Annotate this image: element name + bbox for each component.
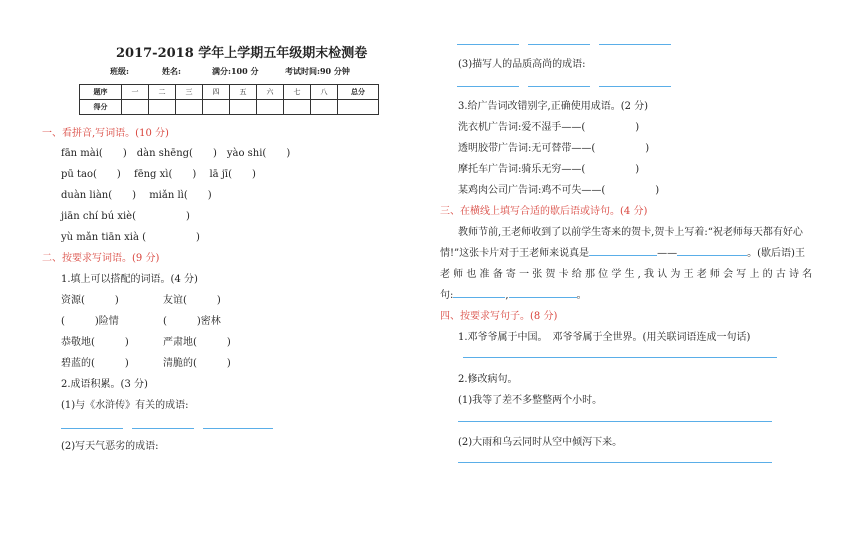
question-2-2-1: (1)与《水浒传》有关的成语: — [61, 400, 189, 411]
full-score — [212, 66, 258, 77]
pinyin-line-1: fān mài( ) dàn shēng( ) yào shi( ) — [61, 148, 291, 159]
question-4-1: 1.邓爷爷属于中国。 邓爷爷属于全世界。(用关联词语连成一句话) — [458, 332, 751, 343]
score-cell[interactable] — [284, 100, 311, 115]
answer-blank[interactable] — [458, 462, 772, 463]
answer-blank[interactable] — [599, 86, 671, 87]
question-4-2: 2.修改病句。 — [458, 374, 518, 385]
ad-line: 某鸡肉公司广告词:鸡不可失——( ) — [458, 185, 660, 196]
question-2-1: 1.填上可以搭配的词语。(4 分) — [61, 274, 198, 285]
pair-right: 友谊( ) — [163, 295, 221, 306]
answer-blank[interactable] — [453, 287, 505, 298]
section-3-paragraph-line-3: 老 师 也 准 备 寄 一 张 贺 卡 给 那 位 学 生 , 我 认 为 王 老 师 会 写 上 的 古 诗 名 — [440, 269, 813, 280]
question-2-3: 3.给广告词改错别字,正确使用成语。(2 分) — [458, 101, 649, 112]
question-4-2-1: (1)我等了差不多整整两个小时。 — [458, 395, 603, 406]
score-table — [79, 84, 379, 115]
score-cell[interactable] — [149, 100, 176, 115]
text-span: 。(歇后语)王 — [747, 248, 805, 259]
text-span: —— — [657, 248, 678, 259]
answer-blank[interactable] — [589, 245, 657, 256]
score-cell[interactable] — [230, 100, 257, 115]
pair-right: 清脆的( ) — [163, 358, 231, 369]
table-cell: 四 — [203, 85, 230, 100]
exam-time-label: 考试时间: — [285, 66, 320, 76]
text-span: 句: — [440, 290, 454, 301]
table-cell: 总分 — [338, 85, 379, 100]
section-4-heading: 四、按要求写句子。(8 分) — [440, 311, 558, 322]
section-3-paragraph-line-1: 教师节前,王老师收到了以前学生寄来的贺卡,贺卡上写着:“祝老师每天都有好心 — [458, 227, 803, 238]
answer-blank[interactable] — [132, 428, 194, 429]
score-table-header-row — [80, 85, 379, 100]
name-label: 姓名: — [162, 66, 181, 76]
answer-blank[interactable] — [528, 44, 590, 45]
ad-line: 摩托车广告词:骑乐无穷——( ) — [458, 164, 640, 175]
class-label: 班级: — [110, 66, 129, 76]
section-3-paragraph-line-4 — [440, 286, 587, 301]
score-cell[interactable] — [203, 100, 230, 115]
pinyin-line-2: pū tao( ) fēng xì( ) lā jī( ) — [61, 169, 256, 180]
answer-blank[interactable] — [463, 357, 777, 358]
section-2-heading: 二、按要求写词语。(9 分) — [42, 253, 160, 264]
answer-blank[interactable] — [203, 428, 273, 429]
table-cell: 五 — [230, 85, 257, 100]
answer-blank[interactable] — [509, 287, 577, 298]
pinyin-line-3: duàn liàn( ) miǎn lì( ) — [61, 190, 212, 201]
text-span: , — [505, 290, 509, 301]
text-span: 。 — [576, 290, 587, 301]
table-cell: 得分 — [80, 100, 122, 115]
table-cell: 题序 — [80, 85, 122, 100]
exam-time — [285, 66, 350, 77]
answer-blank[interactable] — [457, 86, 519, 87]
table-cell: 六 — [257, 85, 284, 100]
score-cell[interactable] — [338, 100, 379, 115]
score-cell[interactable] — [176, 100, 203, 115]
pair-left: ( )险情 — [61, 316, 119, 327]
full-score-label: 满分: — [212, 66, 231, 76]
answer-blank[interactable] — [457, 44, 519, 45]
pinyin-line-5: yù mǎn tiān xià ( ) — [61, 232, 200, 243]
text-span: 情!”这张卡片对于王老师来说真是 — [440, 248, 590, 259]
table-cell: 一 — [122, 85, 149, 100]
section-1-heading: 一、看拼音,写词语。(10 分) — [42, 128, 169, 139]
score-cell[interactable] — [311, 100, 338, 115]
score-cell[interactable] — [122, 100, 149, 115]
question-4-2-2: (2)大雨和乌云同时从空中倾泻下来。 — [458, 437, 623, 448]
ad-line: 透明胶带广告词:无可替带——( ) — [458, 143, 650, 154]
question-2-2-2: (2)写天气恶劣的成语: — [61, 441, 159, 452]
pinyin-line-4: jiān chí bú xiè( ) — [61, 211, 190, 222]
answer-blank[interactable] — [599, 44, 671, 45]
section-3-heading: 三、在横线上填写合适的歇后语或诗句。(4 分) — [440, 206, 648, 217]
score-table-score-row — [80, 100, 379, 115]
answer-blank[interactable] — [528, 86, 590, 87]
pair-left: 恭敬地( ) — [61, 337, 129, 348]
full-score-value: 100 分 — [230, 66, 259, 76]
table-cell: 七 — [284, 85, 311, 100]
table-cell: 三 — [176, 85, 203, 100]
table-cell: 二 — [149, 85, 176, 100]
exam-time-value: 90 分钟 — [319, 66, 350, 76]
pair-right: ( )密林 — [163, 316, 221, 327]
answer-blank[interactable] — [61, 428, 123, 429]
page-title: 2017-2018 学年上学期五年级期末检测卷 — [116, 46, 368, 61]
score-cell[interactable] — [257, 100, 284, 115]
pair-left: 碧蓝的( ) — [61, 358, 129, 369]
question-2-2: 2.成语积累。(3 分) — [61, 379, 148, 390]
section-3-paragraph-line-2 — [440, 244, 805, 259]
ad-line: 洗衣机广告词:爱不湿手——( ) — [458, 122, 640, 133]
question-2-2-3: (3)描写人的品质高尚的成语: — [458, 59, 586, 70]
answer-blank[interactable] — [458, 421, 772, 422]
answer-blank[interactable] — [677, 245, 747, 256]
pair-left: 资源( ) — [61, 295, 119, 306]
pair-right: 严肃地( ) — [163, 337, 231, 348]
table-cell: 八 — [311, 85, 338, 100]
